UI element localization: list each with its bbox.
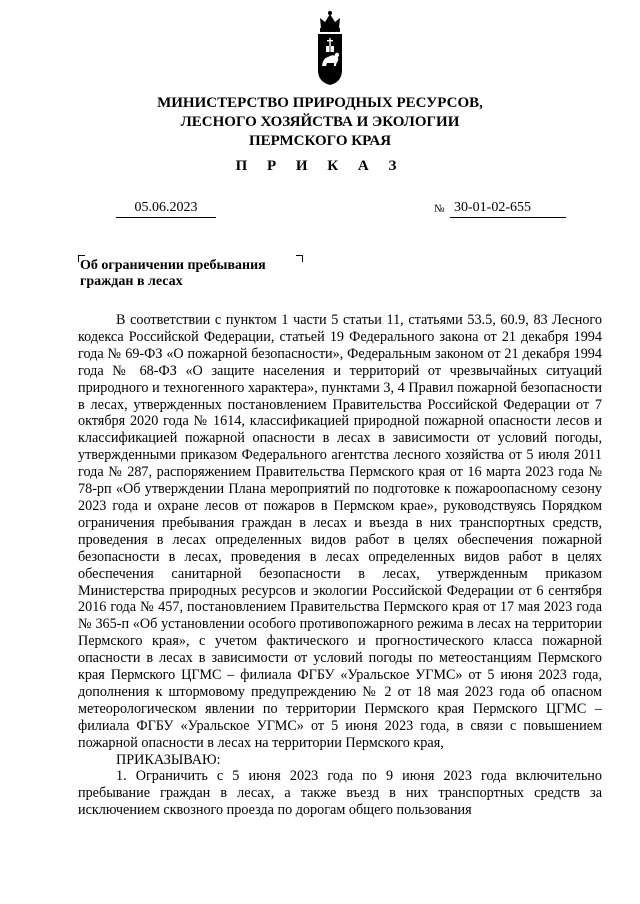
preamble-paragraph: В соответствии с пунктом 1 части 5 статьи 11, статьями 53.5, 60.9, 83 Лесного кодекса Российской Федерации, статьей 19 Федерального закона от 21 декабря 1994 года № 69-ФЗ «О пожарной безопасности», Федеральным законом от 21 декабря 1994 года № 68-ФЗ «О защите населения и территорий от чрезвычайных ситуаций природного и техногенного характера», пунктами 3, 4 Правил пожарной безопасности в лесах, утвержденных постановлением Правительства Российской Федерации от 7 октября 2020 года № 1614, классификацией природной пожарной опасности лесов и классификацией пожарной опасности в лесах в зависимости от условий погоды, утвержденными приказом Федерального агентства лесного хозяйства от 5 июля 2011 года № 287, распоряжением Правительства Пермского края от 16 марта 2023 года № 78-рп «Об утверждении Плана мероприятий по подготовке к пожароопасному сезону 2023 года и охране лесов от пожаров в Пермском крае», руководствуясь Порядком ограничения пребывания граждан в лесах и въезда в них транспортных средств, проведения в лесах определенных видов работ в целях обеспечения пожарной безопасности в лесах, проведения в лесах определенных видов работ в целях обеспечения санитарной безопасности в лесах, утвержденным приказом Министерства природных ресурсов и экологии Российской Федерации от 6 сентября 2016 года № 457, постановлением Правительства Пермского края от 17 мая 2023 года № 365-п «Об установлении особого противопожарного режима в лесах на территории Пермского края», с учетом фактического и прогностического класса пожарной опасности в лесах в зависимости от условий погоды по метеостанциям Пермского края Пермского ЦГМС – филиала ФГБУ «Уральское УГМС» от 5 июня 2023 года, дополнения к штормовому предупреждению № 2 от 18 мая 2023 года об опасном метеорологическом явлении по территории Пермского края Пермского ЦГМС – филиала ФГБУ «Уральское УГМС» от 5 июня 2023 года, в связи с повышением пожарной опасности в лесах на территории Пермского края, — [78, 312, 602, 751]
number-label: № — [434, 203, 445, 215]
subject-line-1: Об ограничении пребывания — [80, 258, 266, 273]
order-date: 05.06.2023 — [116, 200, 216, 218]
order-directive-word: ПРИКАЗЫВАЮ: — [116, 751, 221, 768]
order-body — [78, 312, 602, 819]
order-number: 30-01-02-655 — [450, 200, 566, 218]
ministry-line-3: ПЕРМСКОГО КРАЯ — [248, 133, 392, 149]
coat-of-arms-icon — [314, 8, 346, 86]
order-subject — [80, 258, 310, 290]
subject-line-2: граждан в лесах — [80, 274, 183, 289]
ministry-line-2: ЛЕСНОГО ХОЗЯЙСТВА И ЭКОЛОГИИ — [180, 114, 460, 130]
ministry-name — [0, 94, 640, 151]
order-item-1: 1. Ограничить с 5 июня 2023 года по 9 июня 2023 года включительно пребывание граждан в лесах, а также въезд в них транспортных средств за исключением сквозного проезда по дорогам общего пользования — [78, 768, 602, 819]
document-type: П Р И К А З — [235, 158, 405, 174]
ministry-line-1: МИНИСТЕРСТВО ПРИРОДНЫХ РЕСУРСОВ, — [157, 95, 483, 111]
